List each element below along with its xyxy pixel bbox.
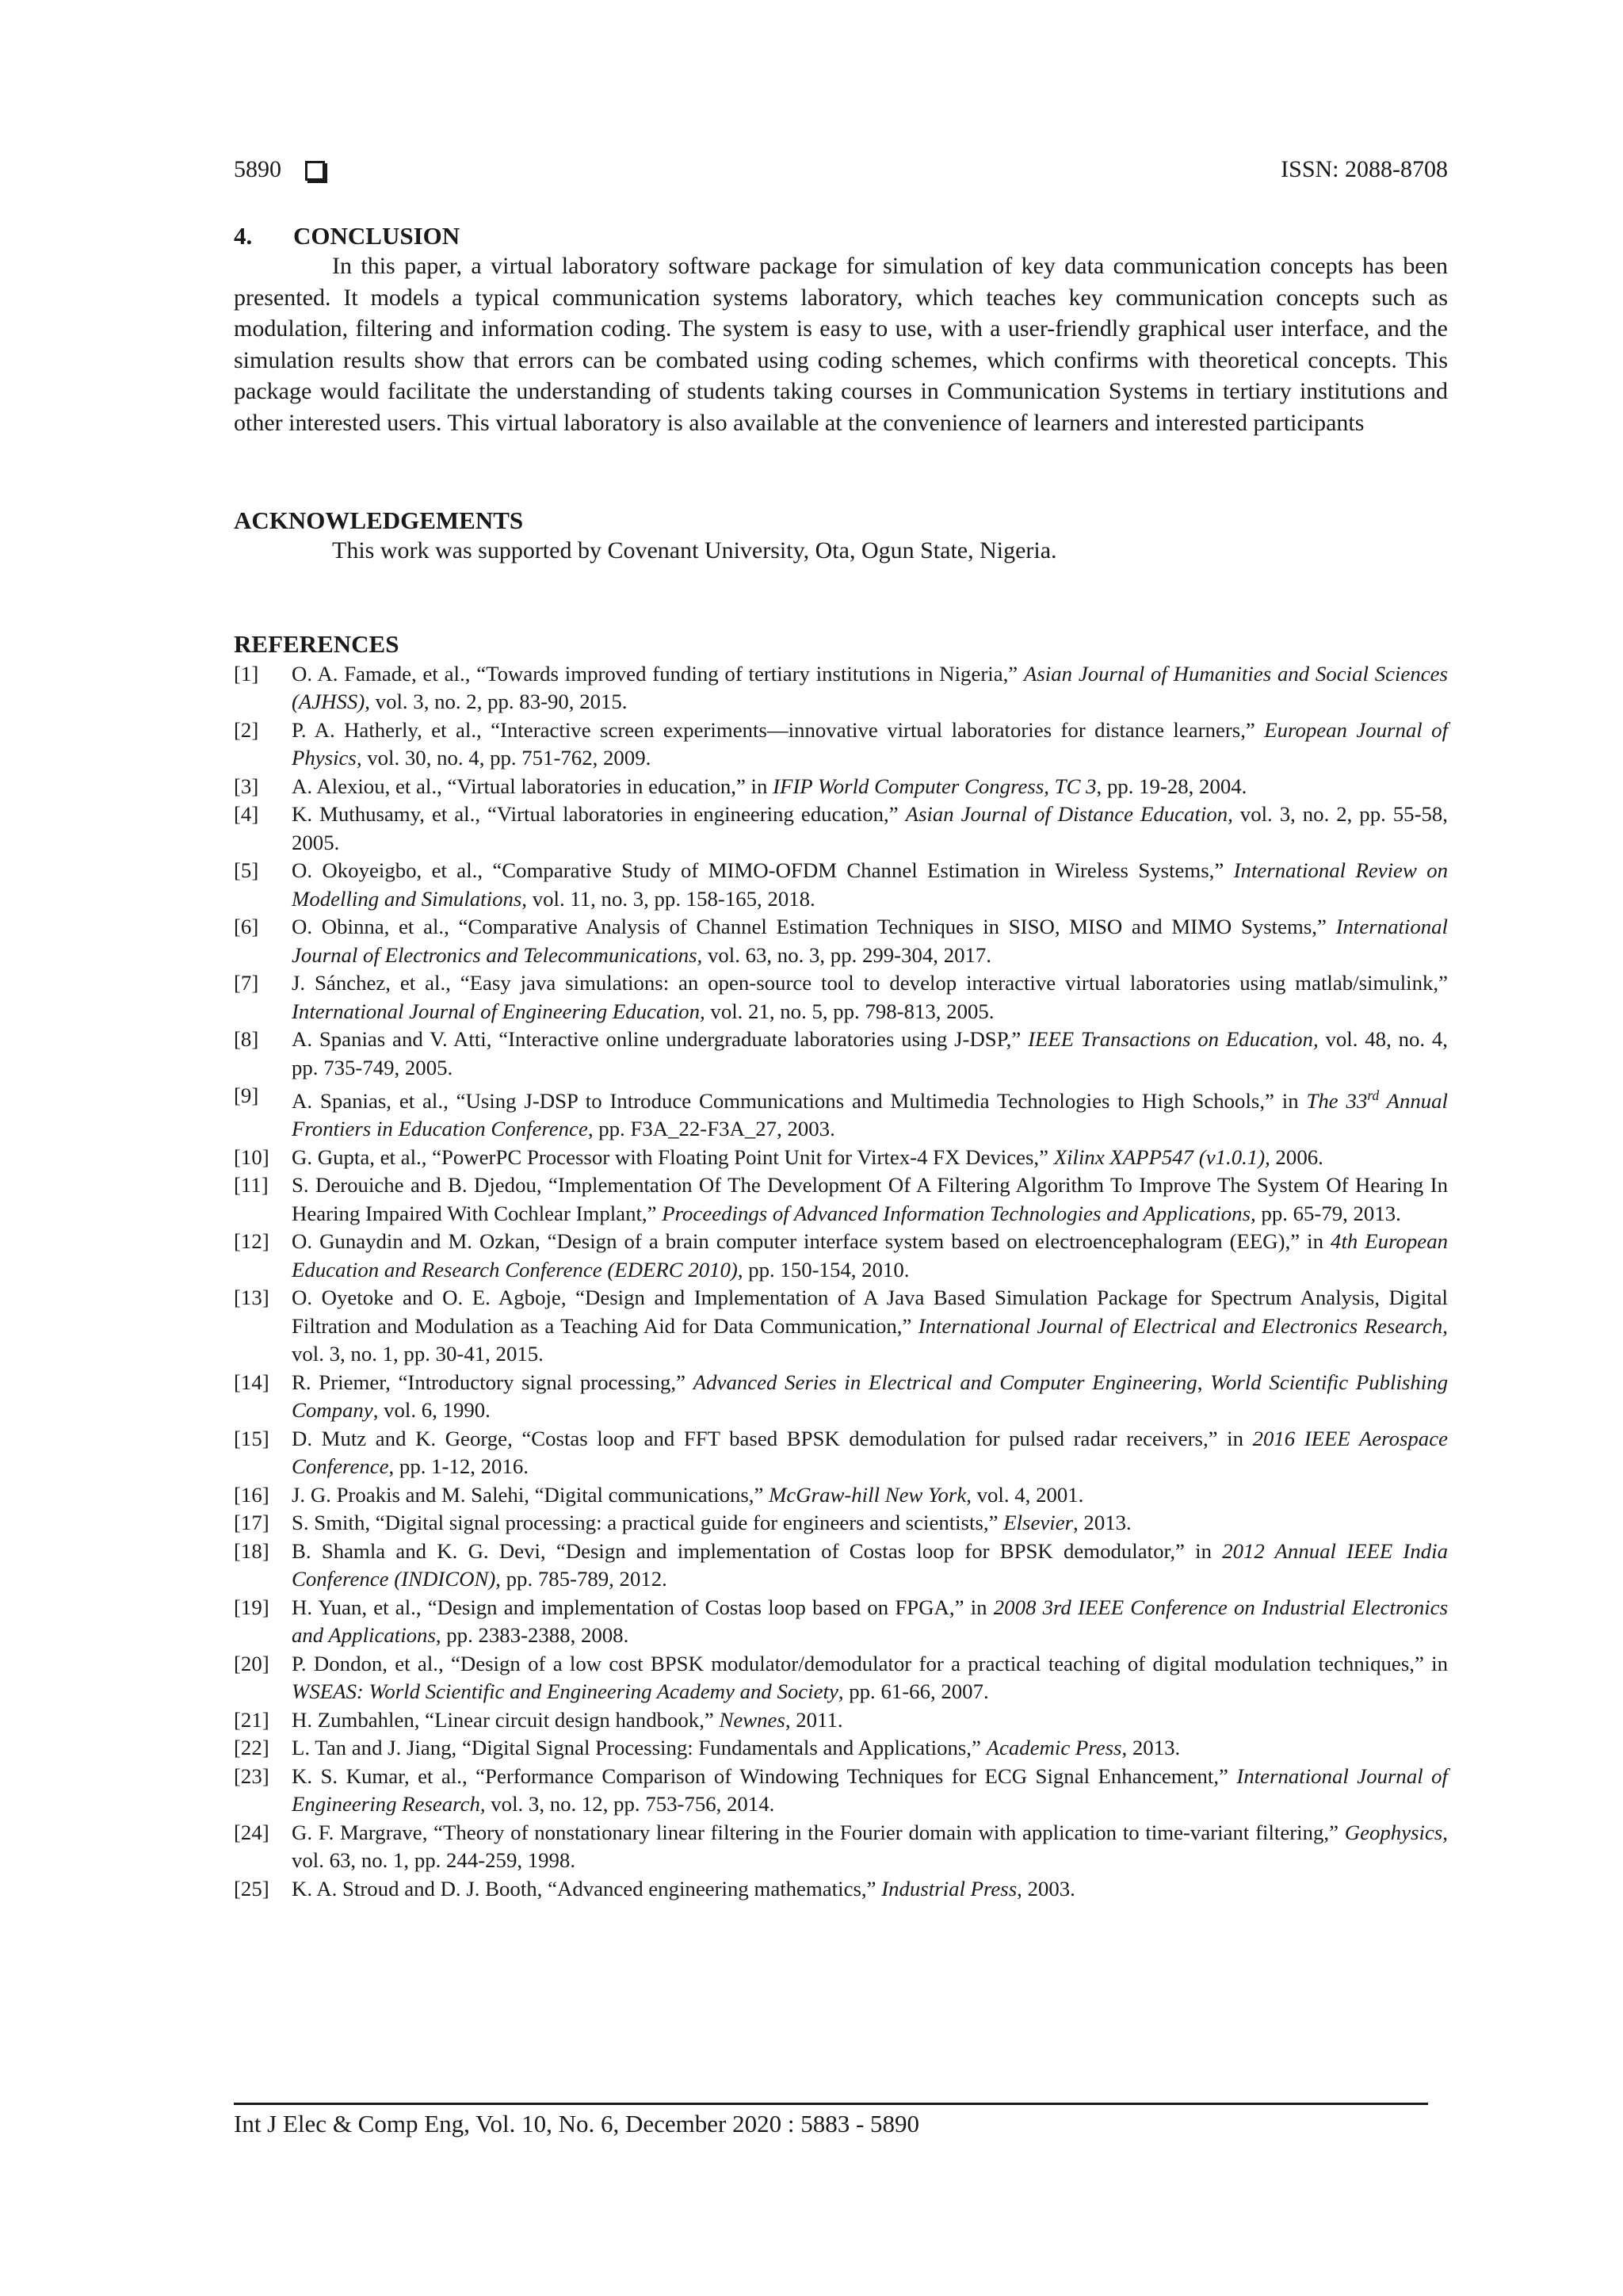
- reference-text: [292, 857, 1448, 913]
- reference-part: Academic Press: [986, 1736, 1122, 1760]
- reference-part: , pp. 150-154, 2010.: [737, 1257, 910, 1282]
- reference-part: rd: [1367, 1087, 1380, 1103]
- reference-part: , vol. 6, 1990.: [372, 1398, 491, 1423]
- reference-number: [6]: [234, 915, 259, 938]
- reference-number: [24]: [234, 1820, 269, 1844]
- reference-text: [292, 969, 1448, 1026]
- reference-number: [17]: [234, 1511, 269, 1535]
- page-number: 5890: [234, 156, 281, 182]
- reference-part: pp. 65-79, 2013.: [1255, 1201, 1401, 1225]
- reference-part: International Journal of Electrical and Electronics Research,: [918, 1313, 1448, 1338]
- reference-part: WSEAS: World Scientific and Engineering Academy and Society: [292, 1679, 838, 1704]
- reference-item: [234, 716, 1448, 773]
- reference-part: 4th European Education and Research Conference (EDERC 2010): [292, 1229, 1448, 1282]
- reference-part: 2012 Annual IEEE India Conference (INDICON): [292, 1538, 1448, 1591]
- conclusion-paragraph: In this paper, a virtual laboratory software package for simulation of key data communication concepts has been presented. It models a typical communication systems laboratory, which teaches key communication concepts such as modulation, filtering and information coding. The system is easy to use, with a user-friendly graphical user interface, and the simulation results show that errors can be combated using coding schemes, which confirms with theoretical concepts. This package would facilitate the understanding of students taking courses in Communication Systems in tertiary institutions and other interested users. This virtual laboratory is also available at the convenience of learners and interested participants: [234, 253, 1448, 436]
- reference-part: L. Tan and J. Jiang, “Digital Signal Processing: Fundamentals and Applications,”: [292, 1736, 987, 1760]
- reference-part: Annual Frontiers in Education Conference: [292, 1088, 1448, 1141]
- reference-part: vol. 30, no. 4, pp. 751-762, 2009.: [361, 746, 651, 770]
- reference-part: European Journal of Physics,: [292, 717, 1449, 770]
- reference-part: Asian Journal of Distance Education,: [905, 802, 1233, 826]
- references-heading: REFERENCES: [234, 629, 399, 658]
- reference-text: [292, 660, 1448, 716]
- reference-number: [21]: [234, 1707, 269, 1732]
- reference-part: , pp. 2383-2388, 2008.: [435, 1623, 629, 1648]
- reference-part: Geophysics,: [1344, 1820, 1448, 1844]
- reference-part: 2006.: [1270, 1144, 1323, 1169]
- reference-text: [292, 1650, 1448, 1706]
- footer-rule: [234, 2103, 1428, 2105]
- reference-text: [292, 1538, 1448, 1594]
- reference-list: [234, 660, 1448, 1904]
- reference-text: [292, 913, 1448, 969]
- reference-part: 2016 IEEE Aerospace Conference: [292, 1426, 1448, 1479]
- reference-part: vol. 21, no. 5, pp. 798-813, 2005.: [705, 999, 995, 1023]
- box-square-icon: [305, 161, 325, 181]
- reference-part: O. Obinna, et al., “Comparative Analysis of Channel Estimation Techniques in SISO, MISO and MIMO Systems,”: [292, 915, 1336, 938]
- reference-part: B. Shamla and K. G. Devi, “Design and implementation of Costas loop for BPSK demodulator,” in: [292, 1538, 1223, 1563]
- reference-item: [234, 1819, 1448, 1875]
- reference-part: Advanced Series in Electrical and Computer Engineering: [693, 1370, 1197, 1394]
- reference-part: P. A. Hatherly, et al., “Interactive screen experiments—innovative virtual laboratories for distance learners,”: [292, 717, 1265, 742]
- reference-number: [3]: [234, 774, 259, 798]
- reference-item: [234, 1734, 1448, 1763]
- reference-part: G. Gupta, et al., “PowerPC Processor with Floating Point Unit for Virtex-4 FX Devices,”: [292, 1144, 1054, 1169]
- reference-text: [292, 1706, 1448, 1735]
- reference-part: International Journal of Engineering Education,: [292, 999, 705, 1023]
- reference-item: [234, 660, 1448, 716]
- reference-item: [234, 1284, 1448, 1369]
- reference-text: [292, 1026, 1448, 1082]
- reference-part: K. A. Stroud and D. J. Booth, “Advanced engineering mathematics,”: [292, 1876, 882, 1901]
- reference-part: J. G. Proakis and M. Salehi, “Digital communications,”: [292, 1482, 769, 1507]
- reference-number: [12]: [234, 1229, 269, 1254]
- reference-item: [234, 1509, 1448, 1538]
- page-content: [234, 222, 1448, 1903]
- reference-part: P. Dondon, et al., “Design of a low cost BPSK modulator/demodulator for a practical teaching of digital modulation techniques,” in: [292, 1651, 1448, 1675]
- reference-item: [234, 857, 1448, 913]
- issn: ISSN: 2088-8708: [1281, 156, 1448, 182]
- reference-part: Xilinx XAPP547 (v1.0.1),: [1053, 1144, 1270, 1169]
- reference-number: [11]: [234, 1173, 269, 1198]
- reference-text: [292, 1425, 1448, 1481]
- reference-part: The 33: [1306, 1088, 1368, 1113]
- reference-item: [234, 1875, 1448, 1904]
- reference-part: vol. 63, no. 3, pp. 299-304, 2017.: [702, 942, 991, 967]
- reference-part: D. Mutz and K. George, “Costas loop and FFT based BPSK demodulation for pulsed radar receivers,” in: [292, 1426, 1253, 1450]
- reference-text: [292, 1509, 1448, 1538]
- reference-text: [292, 1228, 1448, 1284]
- reference-item: [234, 800, 1448, 857]
- reference-part: Industrial Press: [881, 1876, 1018, 1901]
- reference-number: [14]: [234, 1370, 269, 1394]
- reference-part: vol. 3, no. 1, pp. 30-41, 2015.: [292, 1342, 544, 1366]
- reference-part: International Journal of Electronics and Telecommunications,: [292, 915, 1448, 967]
- reference-part: vol. 3, no. 12, pp. 753-756, 2014.: [485, 1792, 775, 1817]
- reference-part: A. Alexiou, et al., “Virtual laboratories in education,” in: [292, 774, 773, 798]
- reference-item: [234, 1763, 1448, 1819]
- section-number: 4.: [234, 222, 253, 250]
- reference-number: [18]: [234, 1538, 269, 1563]
- reference-number: [2]: [234, 717, 259, 742]
- reference-part: G. F. Margrave, “Theory of nonstationary linear filtering in the Fourier domain with application to time-variant filtering,”: [292, 1820, 1345, 1844]
- reference-item: [234, 1706, 1448, 1735]
- reference-text: [292, 1144, 1448, 1172]
- reference-part: Asian Journal of Humanities and Social Sciences (AJHSS),: [292, 661, 1448, 713]
- reference-part: vol. 48, no. 4, pp. 735-749, 2005.: [292, 1027, 1449, 1079]
- page-header: [234, 156, 1448, 188]
- reference-part: , pp. 1-12, 2016.: [388, 1454, 529, 1479]
- reference-text: [292, 1734, 1448, 1763]
- reference-part: J. Sánchez, et al., “Easy java simulations: an open-source tool to develop interactive virtual laboratories using matlab/simulink,”: [292, 971, 1448, 995]
- reference-part: , pp. 785-789, 2012.: [495, 1567, 667, 1591]
- reference-part: ,: [1197, 1370, 1211, 1394]
- reference-number: [5]: [234, 858, 259, 882]
- reference-part: S. Derouiche and B. Djedou, “Implementation Of The Development Of A Filtering Algorithm To Improve The System Of Hearing In Hearing Impaired With Cochlear Implant,”: [292, 1173, 1448, 1225]
- reference-number: [8]: [234, 1027, 259, 1051]
- reference-number: [15]: [234, 1426, 269, 1450]
- reference-part: , pp. 19-28, 2004.: [1096, 774, 1247, 798]
- reference-part: O. Oyetoke and O. E. Agboje, “Design and Implementation of A Java Based Simulation Package for Spectrum Analysis, Digital Filtration and Modulation as a Teaching Aid for Data Communication,”: [292, 1286, 1448, 1338]
- reference-part: , pp. F3A_22-F3A_27, 2003.: [587, 1117, 835, 1141]
- reference-number: [19]: [234, 1595, 269, 1619]
- reference-part: Proceedings of Advanced Information Technologies and Applications,: [662, 1201, 1256, 1225]
- reference-item: [234, 1481, 1448, 1510]
- reference-part: Elsevier: [1003, 1511, 1074, 1535]
- reference-item: [234, 913, 1448, 969]
- reference-item: [234, 773, 1448, 801]
- reference-item: [234, 1538, 1448, 1594]
- reference-text: [292, 1763, 1448, 1819]
- reference-item: [234, 1425, 1448, 1481]
- reference-part: , 2013.: [1121, 1736, 1181, 1760]
- reference-text: [292, 800, 1448, 857]
- reference-number: [23]: [234, 1763, 269, 1788]
- reference-item: [234, 1026, 1448, 1082]
- reference-part: A. Spanias, et al., “Using J-DSP to Introduce Communications and Multimedia Technologies to High Schools,” in: [292, 1088, 1307, 1113]
- reference-part: 2008 3rd IEEE Conference on Industrial Electronics and Applications: [292, 1595, 1448, 1648]
- acknowledgements-paragraph: This work was supported by Covenant University, Ota, Ogun State, Nigeria.: [332, 537, 1057, 563]
- reference-text: [292, 1284, 1448, 1369]
- reference-text: [292, 716, 1448, 773]
- acknowledgements-heading: ACKNOWLEDGEMENTS: [234, 506, 524, 534]
- reference-text: [292, 1594, 1448, 1650]
- reference-part: , pp. 61-66, 2007.: [838, 1679, 989, 1704]
- reference-part: IEEE Transactions on Education,: [1028, 1027, 1319, 1051]
- reference-number: [25]: [234, 1876, 269, 1901]
- conclusion-heading: [234, 222, 1448, 250]
- reference-item: [234, 1594, 1448, 1650]
- reference-part: K. S. Kumar, et al., “Performance Comparison of Windowing Techniques for ECG Signal Enhancement,”: [292, 1763, 1237, 1788]
- reference-part: , 2003.: [1017, 1876, 1075, 1901]
- reference-item: [234, 1369, 1448, 1425]
- reference-item: [234, 1228, 1448, 1284]
- reference-number: [22]: [234, 1736, 269, 1760]
- reference-text: [292, 1481, 1448, 1510]
- reference-part: vol. 3, no. 2, pp. 55-58, 2005.: [292, 802, 1448, 854]
- reference-part: , 2013.: [1073, 1511, 1132, 1535]
- reference-part: vol. 11, no. 3, pp. 158-165, 2018.: [527, 886, 815, 911]
- reference-part: , 2011.: [785, 1707, 843, 1732]
- reference-item: [234, 1650, 1448, 1706]
- reference-part: S. Smith, “Digital signal processing: a practical guide for engineers and scientists,”: [292, 1511, 1004, 1535]
- reference-part: H. Yuan, et al., “Design and implementation of Costas loop based on FPGA,” in: [292, 1595, 994, 1619]
- reference-part: O. A. Famade, et al., “Towards improved funding of tertiary institutions in Nigeria,”: [292, 661, 1024, 686]
- reference-part: vol. 3, no. 2, pp. 83-90, 2015.: [369, 690, 628, 713]
- reference-text: [292, 1082, 1448, 1144]
- reference-text: [292, 1171, 1448, 1228]
- reference-number: [4]: [234, 802, 259, 826]
- reference-text: [292, 1875, 1448, 1904]
- reference-part: International Journal of Engineering Research,: [292, 1763, 1448, 1817]
- reference-part: World Scientific Publishing Company: [292, 1370, 1448, 1423]
- reference-item: [234, 1144, 1448, 1172]
- reference-number: [13]: [234, 1286, 269, 1310]
- reference-item: [234, 1171, 1448, 1228]
- reference-number: [20]: [234, 1651, 269, 1675]
- reference-part: McGraw-hill New York: [769, 1482, 967, 1507]
- reference-number: [1]: [234, 661, 259, 686]
- reference-part: vol. 63, no. 1, pp. 244-259, 1998.: [292, 1848, 576, 1873]
- reference-part: O. Gunaydin and M. Ozkan, “Design of a brain computer interface system based on electroencephalogram (EEG),” in: [292, 1229, 1331, 1254]
- reference-number: [10]: [234, 1144, 269, 1169]
- reference-number: [7]: [234, 971, 259, 995]
- section-title: CONCLUSION: [293, 222, 460, 250]
- reference-part: H. Zumbahlen, “Linear circuit design handbook,”: [292, 1707, 720, 1732]
- reference-part: R. Priemer, “Introductory signal processing,”: [292, 1370, 693, 1394]
- reference-part: IFIP World Computer Congress, TC 3: [773, 774, 1097, 798]
- reference-part: O. Okoyeigbo, et al., “Comparative Study of MIMO-OFDM Channel Estimation in Wireless Systems,”: [292, 858, 1234, 882]
- reference-text: [292, 1369, 1448, 1425]
- page-footer: Int J Elec & Comp Eng, Vol. 10, No. 6, December 2020 : 5883 - 5890: [234, 2110, 920, 2137]
- header-left: [234, 156, 325, 183]
- reference-item: [234, 1082, 1448, 1144]
- reference-part: , vol. 4, 2001.: [966, 1482, 1084, 1507]
- reference-part: K. Muthusamy, et al., “Virtual laboratories in engineering education,”: [292, 802, 906, 826]
- reference-part: Newnes: [719, 1707, 785, 1732]
- reference-number: [16]: [234, 1482, 269, 1507]
- reference-text: [292, 1819, 1448, 1875]
- reference-item: [234, 969, 1448, 1026]
- reference-part: A. Spanias and V. Atti, “Interactive online undergraduate laboratories using J-DSP,”: [292, 1027, 1029, 1051]
- reference-text: [292, 773, 1448, 801]
- reference-part: International Review on Modelling and Simulations,: [292, 858, 1448, 911]
- reference-number: [9]: [234, 1083, 259, 1107]
